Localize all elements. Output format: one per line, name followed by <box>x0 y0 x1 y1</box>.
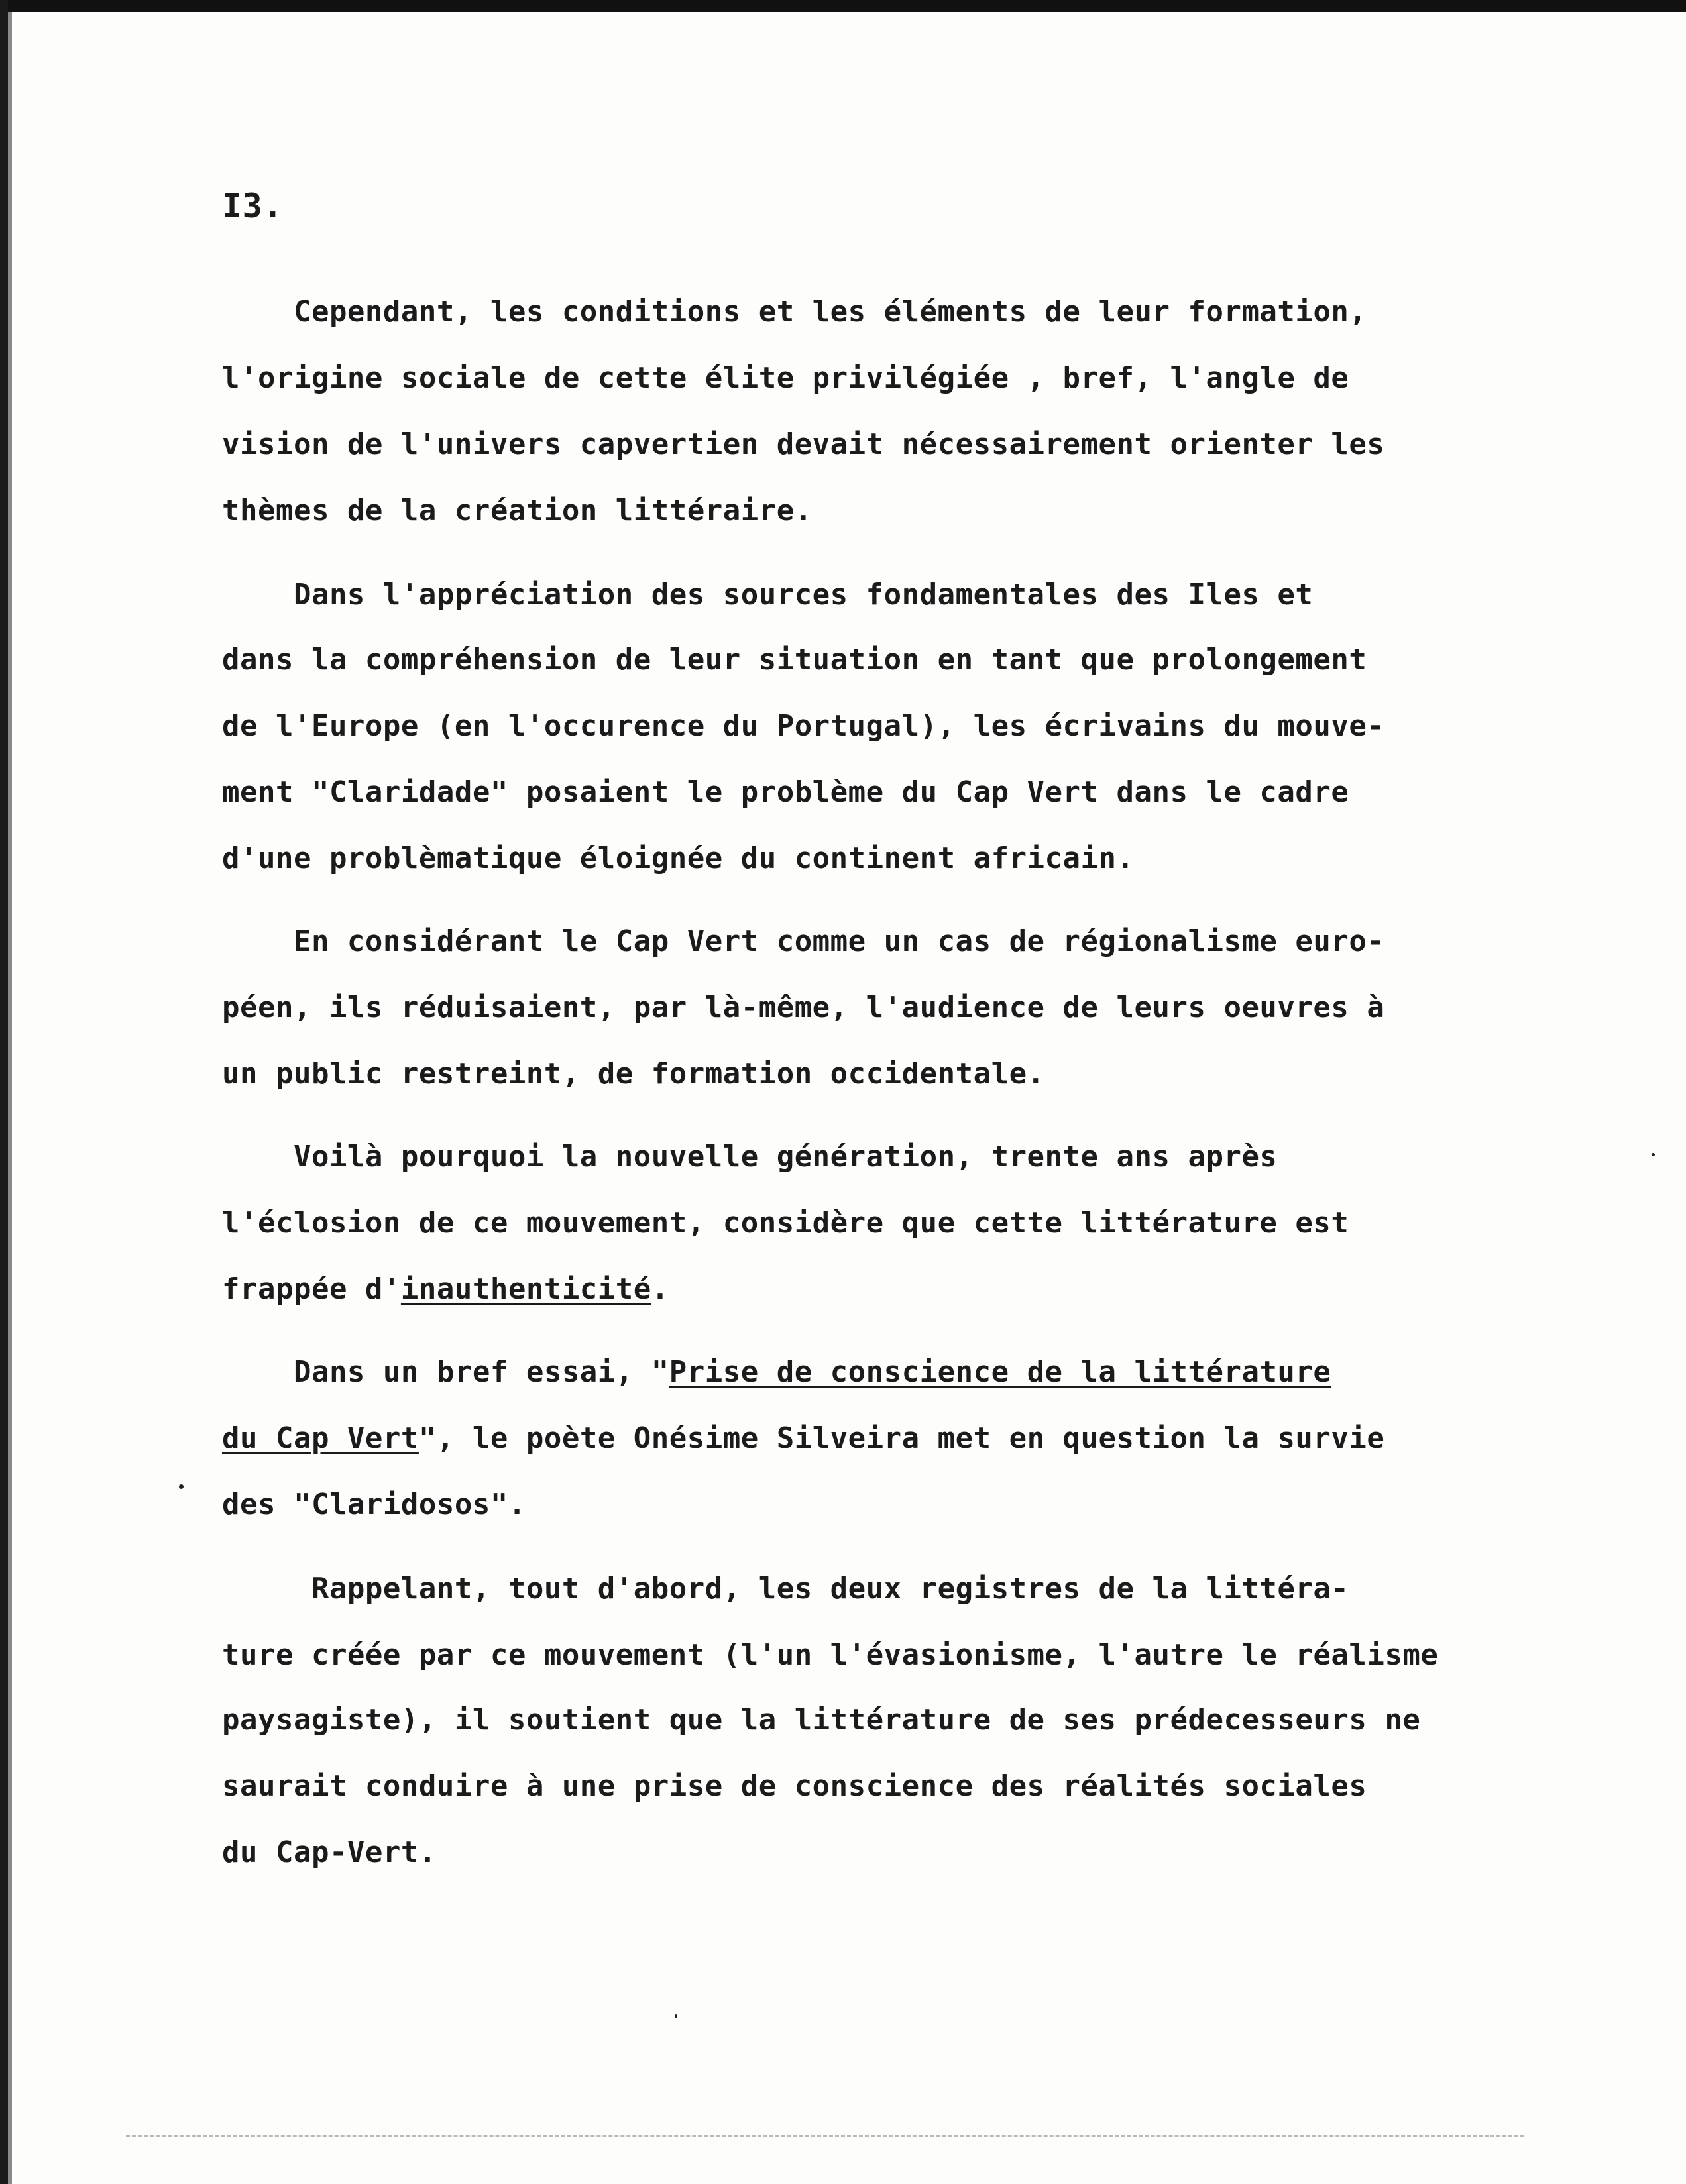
scan-left-shadow <box>8 12 12 2184</box>
line-prefix: frappée d' <box>222 1272 401 1306</box>
scan-speck <box>179 1484 184 1489</box>
paragraph-2-line-3: de l'Europe (en l'occurence du Portugal), les écrivains du mouve- <box>222 709 1385 743</box>
paragraph-2-line-5: d'une problèmatique éloignée du continent africain. <box>222 842 1135 875</box>
underlined-term: inauthenticité <box>400 1272 651 1306</box>
paragraph-5-line-2 <box>222 1421 1384 1455</box>
paragraph-3-line-3: un public restreint, de formation occidentale. <box>222 1057 1045 1091</box>
paragraph-6-line-4: saurait conduire à une prise de conscience des réalités sociales <box>222 1769 1367 1803</box>
paragraph-1-line-4: thèmes de la création littéraire. <box>222 494 813 527</box>
paragraph-6-line-3: paysagiste), il soutient que la littérature de ses prédecesseurs ne <box>222 1703 1421 1737</box>
line-suffix: ", le poète Onésime Silveira met en question la survie <box>418 1421 1385 1455</box>
paragraph-1-line-3: vision de l'univers capvertien devait nécessairement orienter les <box>222 427 1385 461</box>
scan-speck <box>1652 1153 1655 1156</box>
paragraph-6-line-5: du Cap-Vert. <box>222 1835 437 1869</box>
essay-title-part-2: du Cap Vert <box>222 1421 419 1455</box>
paragraph-1-line-2: l'origine sociale de cette élite privilégiée , bref, l'angle de <box>222 361 1349 395</box>
paragraph-2-line-4: ment "Claridade" posaient le problème du Cap Vert dans le cadre <box>222 775 1349 809</box>
paragraph-5-line-1 <box>222 1355 1331 1389</box>
page-number: I3. <box>222 187 283 225</box>
paragraph-3-line-1: En considérant le Cap Vert comme un cas de régionalisme euro- <box>222 924 1385 958</box>
scan-left-edge <box>0 0 8 2184</box>
paragraph-4-line-2: l'éclosion de ce mouvement, considère que cette littérature est <box>222 1206 1349 1240</box>
paragraph-5-line-3: des "Claridosos". <box>222 1488 526 1521</box>
scan-top-edge <box>0 0 1686 12</box>
line-prefix: Dans un bref essai, " <box>222 1355 669 1389</box>
paragraph-4-line-1: Voilà pourquoi la nouvelle génération, trente ans après <box>222 1140 1278 1174</box>
paragraph-1-line-1: Cependant, les conditions et les éléments de leur formation, <box>222 295 1367 329</box>
scan-speck <box>675 2014 677 2018</box>
line-suffix: . <box>651 1272 669 1306</box>
paragraph-2-line-1: Dans l'appréciation des sources fondamentales des Iles et <box>222 578 1314 612</box>
essay-title-part-1: Prise de conscience de la littérature <box>669 1355 1331 1389</box>
paragraph-6-line-2: ture créée par ce mouvement (l'un l'évasionisme, l'autre le réalisme <box>222 1638 1439 1672</box>
paragraph-2-line-2: dans la compréhension de leur situation en tant que prolongement <box>222 643 1367 677</box>
paragraph-3-line-2: péen, ils réduisaient, par là-même, l'audience de leurs oeuvres à <box>222 991 1385 1024</box>
bottom-rule <box>126 2135 1524 2137</box>
paragraph-4-line-3 <box>222 1272 669 1306</box>
paragraph-6-line-1: Rappelant, tout d'abord, les deux registres de la littéra- <box>222 1572 1349 1606</box>
